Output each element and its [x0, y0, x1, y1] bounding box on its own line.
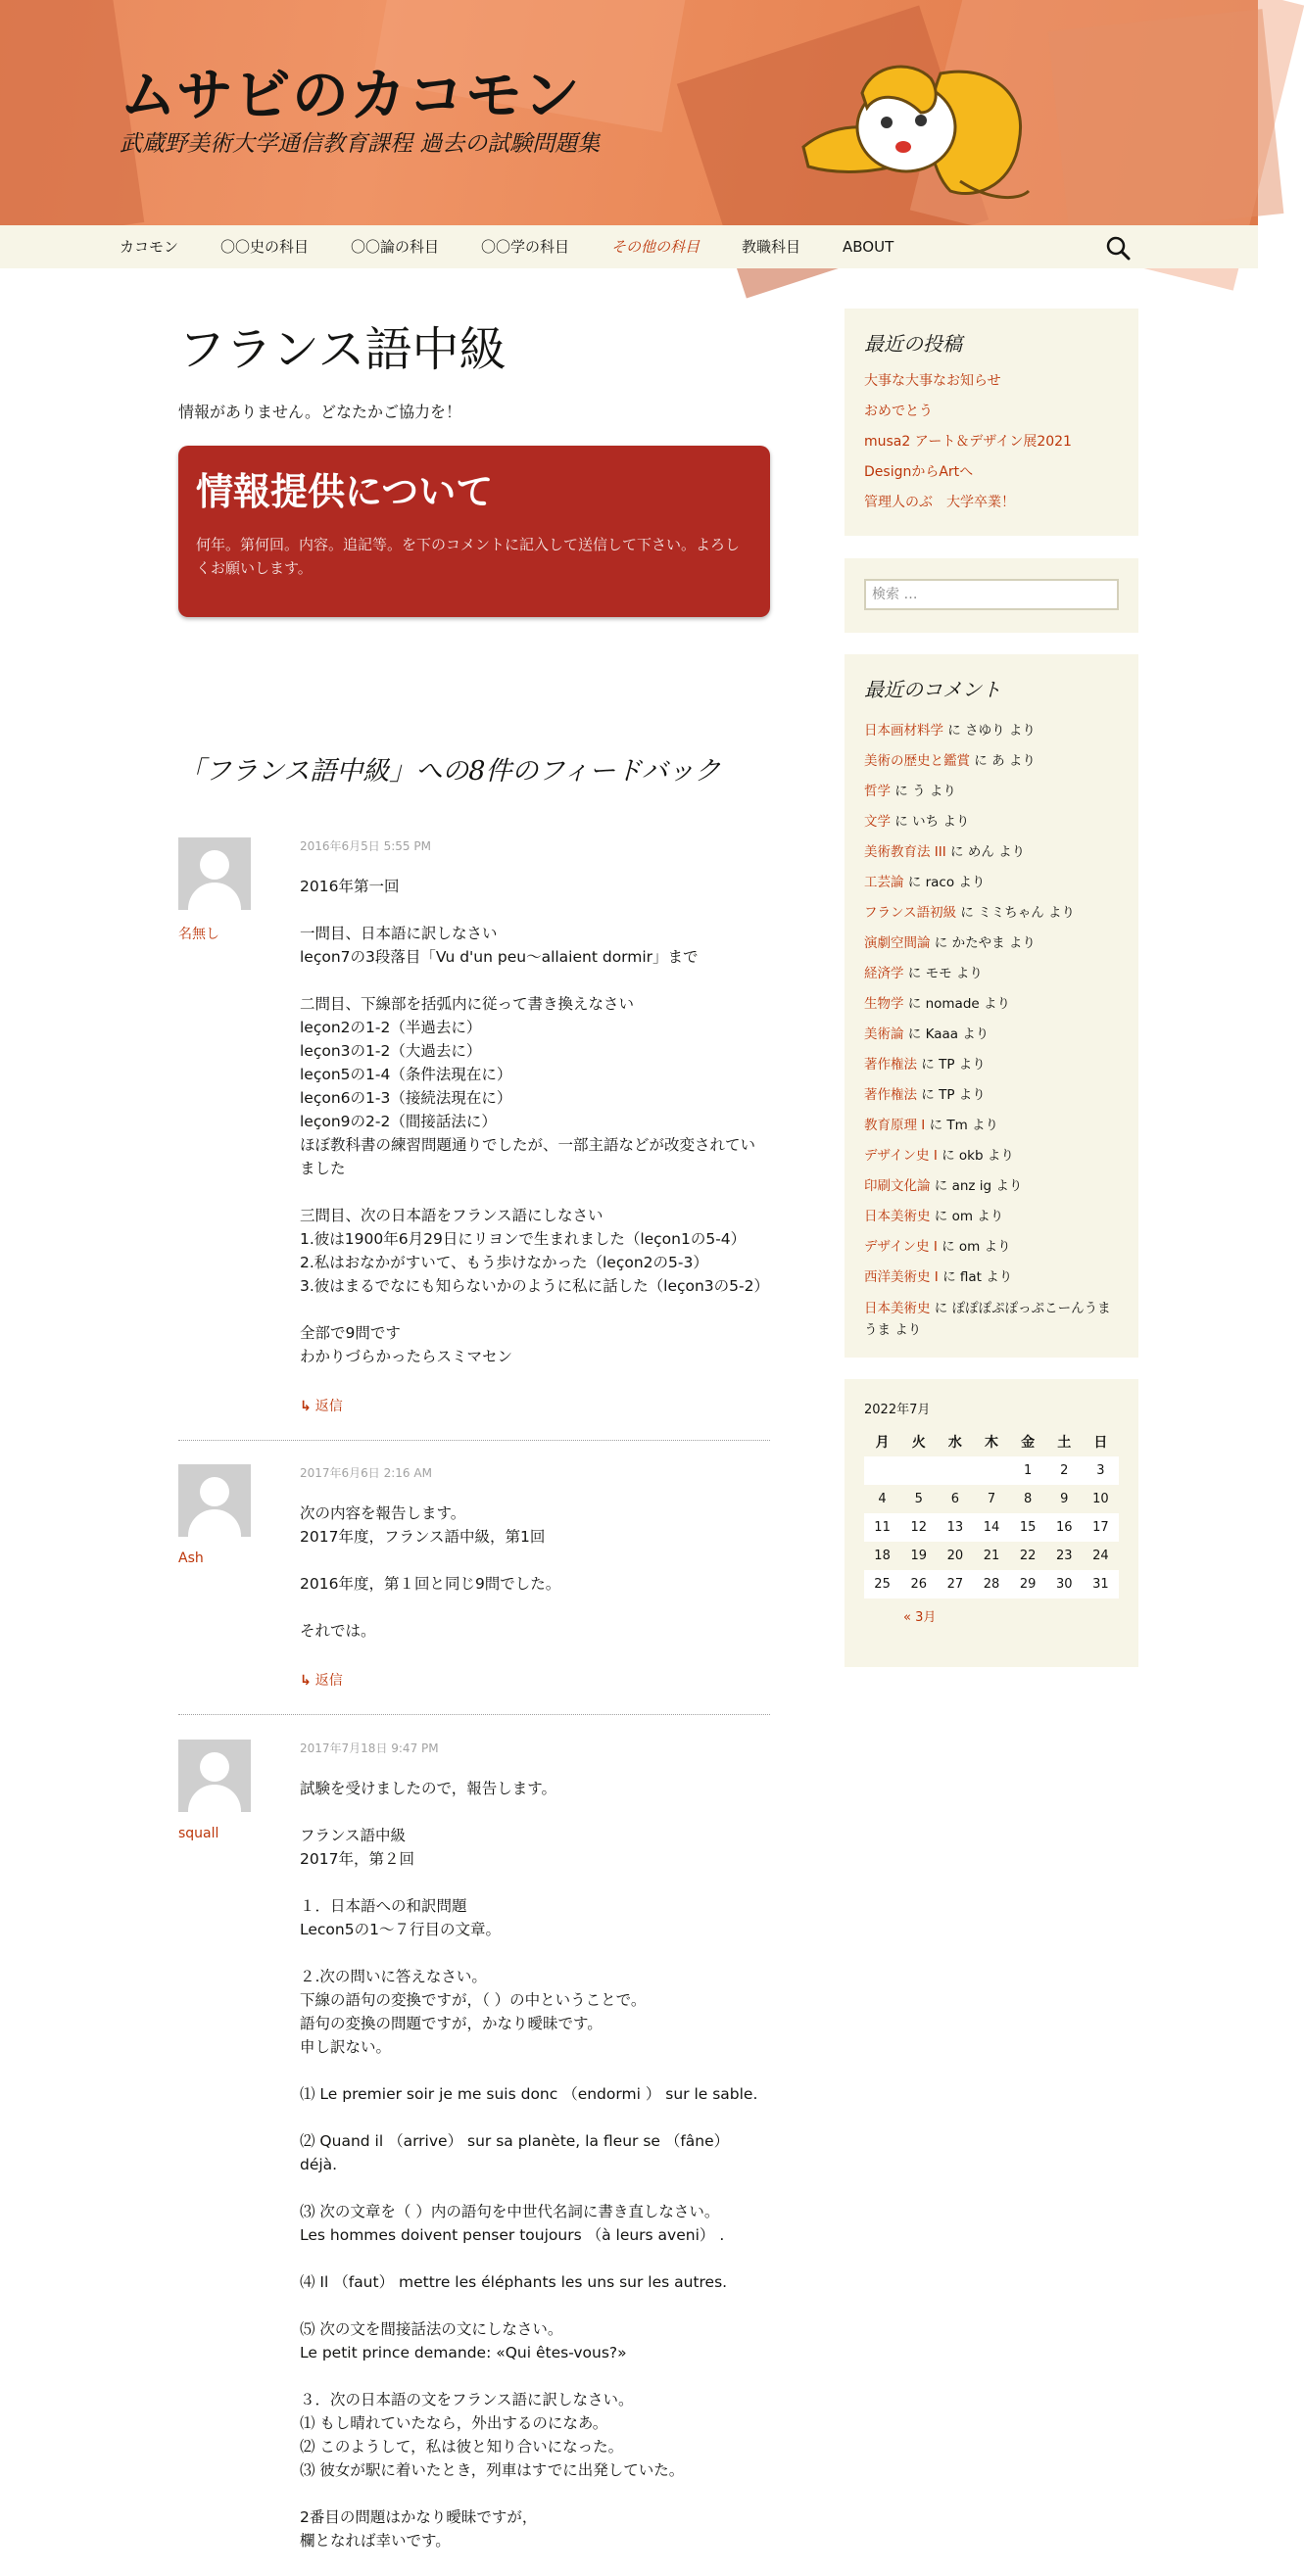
calendar-day: 10 [1092, 1492, 1109, 1506]
recent-comments-widget [845, 654, 1138, 1358]
recent-comment-author: に okb より [937, 1148, 1014, 1164]
comment-paragraph: 次の内容を報告します。 2017年度，フランス語中級，第1回 [300, 1504, 546, 1546]
comment-date[interactable]: 2017年7月18日 9:47 PM [300, 1741, 439, 1755]
recent-post-link[interactable]: 大事な大事なお知らせ [864, 373, 1001, 389]
reply-label: 返信 [314, 1399, 343, 1414]
comment-paragraph: 2016年第一回 [300, 878, 400, 895]
calendar-day: 27 [937, 1570, 973, 1598]
recent-comment-post-link[interactable]: 著作権法 [864, 1087, 917, 1103]
recent-comment-author: に う より [891, 784, 956, 799]
calendar-weekday: 木 [984, 1435, 998, 1451]
recent-comment-post-link[interactable]: 日本画材料学 [864, 723, 943, 739]
recent-comment-post-link[interactable]: 著作権法 [864, 1057, 917, 1073]
recent-comment-author: に かたやま より [930, 935, 1036, 951]
recent-comment-post-link[interactable]: フランス語初級 [864, 905, 957, 921]
calendar-caption: 2022年7月 [864, 1403, 931, 1417]
comment-paragraph: ⑶ 次の文章を（ ）内の語句を中世代名詞に書き直しなさい。 Les hommes doivent penser toujours （à leurs aveni） . [300, 2203, 725, 2244]
calendar-day: 25 [864, 1570, 900, 1598]
nav-item-theory-subjects[interactable]: 〇〇論の科目 [351, 238, 440, 256]
recent-comment-item [864, 1171, 1119, 1202]
recent-comment-post-link[interactable]: 美術教育法 III [864, 844, 946, 860]
avatar [178, 1740, 251, 1812]
recent-comment-author: に めん より [945, 844, 1026, 860]
recent-comment-item [864, 1020, 1119, 1050]
comment-paragraph: 二問目、下線部を括弧内に従って書き換えなさい leçon2の1-2（半過去に） leçon3の1-2（大過去に） leçon5の1-4（条件法現在に） leçon6の1-3（接続法現在に） leçon9の2-2（間接話法に） ほぼ教科書の練習問題通りでしたが、一部主語などが改変されていました [300, 995, 756, 1177]
nav-item-history-subjects[interactable]: 〇〇史の科目 [220, 238, 310, 256]
site-title-link[interactable]: ムサビのカコモン [120, 62, 581, 128]
site-header [0, 0, 1258, 225]
recent-comment-item [864, 1080, 1119, 1111]
comment-paragraph: ⑵ Quand il （arrive） sur sa planète, la fleur se （fâne） déjà. [300, 2132, 730, 2173]
avatar [178, 1464, 251, 1537]
recent-comment-post-link[interactable]: 文学 [864, 814, 891, 830]
comment-date[interactable]: 2017年6月6日 2:16 AM [300, 1466, 432, 1480]
comment-paragraph: 2番目の問題はかなり曖昧ですが， 欄となれば幸いです。 [300, 2508, 538, 2550]
recent-comment-post-link[interactable]: 美術論 [864, 1026, 904, 1042]
calendar-day [937, 1456, 973, 1485]
recent-comment-author: に raco より [903, 875, 986, 890]
recent-posts-widget [845, 309, 1138, 536]
comment-body [300, 875, 770, 1392]
calendar-day: 6 [950, 1492, 959, 1506]
recent-comment-author: に Kaaa より [903, 1026, 990, 1042]
comment-paragraph: ⑷ Il （faut） mettre les éléphants les uns sur les autres. [300, 2273, 728, 2291]
comment-paragraph: １．日本語への和訳問題 Lecon5の1〜７行目の文章。 [300, 1897, 501, 1938]
calendar-table [864, 1427, 1119, 1598]
calendar-day [900, 1456, 937, 1485]
calendar-weekday: 土 [1057, 1435, 1072, 1451]
recent-comment-post-link[interactable]: デザイン史 I [864, 1148, 938, 1164]
calendar-day: 17 [1083, 1513, 1119, 1542]
recent-comment-item [864, 1141, 1119, 1171]
recent-comment-item [864, 1202, 1119, 1232]
comment-separator [178, 1714, 770, 1715]
calendar-day: 26 [900, 1570, 937, 1598]
recent-comment-author: に モモ より [903, 966, 983, 981]
recent-comment-item [864, 1263, 1119, 1293]
recent-comment-item [864, 959, 1119, 989]
recent-comment-post-link[interactable]: 演劇空間論 [864, 935, 931, 951]
recent-comment-author: に TP より [917, 1057, 986, 1073]
recent-comment-post-link[interactable]: 美術の歴史と鑑賞 [864, 753, 970, 769]
recent-comment-post-link[interactable]: 経済学 [864, 966, 904, 981]
recent-comment-author: に あ より [970, 753, 1036, 769]
calendar-day: 22 [1019, 1549, 1037, 1563]
comment-paragraph: ２.次の問いに答えなさい。 下線の語句の変換ですが，（ ）の中ということで。 語句の変換の問題ですが，かなり曖昧です。 申し訳ない。 [300, 1968, 647, 2056]
recent-comment-author: に いち より [891, 814, 970, 830]
comment-paragraph: 試験を受けましたので，報告します。 [300, 1780, 556, 1797]
calendar-day: 14 [973, 1513, 1009, 1542]
recent-comment-author: に anz ig より [930, 1178, 1023, 1194]
widget-title: 最近の投稿 [864, 332, 962, 356]
calendar-day: 24 [1092, 1549, 1109, 1563]
recent-post-link[interactable]: おめでとう [864, 404, 933, 419]
search-widget [845, 558, 1138, 633]
page-title: フランス語中級 [178, 322, 507, 377]
calendar-day: 19 [910, 1549, 927, 1563]
calendar-day: 20 [946, 1549, 964, 1563]
calendar-day: 21 [983, 1549, 1000, 1563]
calendar-day: 5 [914, 1492, 923, 1506]
comment-body [300, 1502, 770, 1666]
recent-comment-item [864, 1111, 1119, 1141]
header-background-shape [1048, 9, 1284, 236]
info-box [178, 446, 770, 617]
site-description: 武蔵野美術大学通信教育課程 過去の試験問題集 [120, 131, 601, 157]
reply-arrow-icon: ↳ [300, 1673, 312, 1689]
reply-button[interactable] [300, 1396, 343, 1415]
recent-comment-item [864, 929, 1119, 959]
comment-author[interactable]: Ash [178, 1550, 204, 1566]
comment-author[interactable]: 名無し [178, 927, 219, 942]
search-input[interactable] [864, 579, 1119, 610]
calendar-day: 18 [874, 1549, 891, 1563]
post-text: 情報がありません。どなたかご協力を！ [178, 403, 461, 421]
calendar-day: 1 [1010, 1456, 1046, 1485]
recent-post-link[interactable]: musa2 アート＆デザイン展2021 [864, 434, 1072, 450]
calendar-day: 13 [937, 1513, 973, 1542]
calendar-day [973, 1456, 1009, 1485]
info-box-text: 何年。第何回。内容。追記等。を下のコメントに記入して送信して下さい。よろしくお願いします。 [196, 536, 741, 577]
recent-comment-item [864, 1232, 1119, 1263]
mascot-icon [794, 54, 1038, 211]
nav-item-about[interactable]: ABOUT [843, 238, 894, 256]
recent-comment-author: に flat より [938, 1269, 1013, 1285]
recent-comment-item [864, 1050, 1119, 1080]
calendar-widget [845, 1379, 1138, 1667]
avatar [178, 837, 251, 910]
recent-comment-author: に om より [937, 1239, 1011, 1255]
comment-paragraph: フランス語中級 2017年，第２回 [300, 1827, 414, 1868]
recent-comment-post-link[interactable]: 工芸論 [864, 875, 904, 890]
calendar-day: 8 [1023, 1492, 1033, 1506]
calendar-day [864, 1456, 900, 1485]
calendar-day: 31 [1083, 1570, 1119, 1598]
calendar-day: 12 [900, 1513, 937, 1542]
comment-paragraph: ⑴ Le premier soir je me suis donc （endormi ） sur le sable. [300, 2085, 758, 2103]
recent-comment-item [864, 716, 1119, 746]
calendar-weekday: 日 [1093, 1435, 1108, 1451]
recent-comment-item [864, 989, 1119, 1020]
nav-item-studies-subjects[interactable]: 〇〇学の科目 [481, 238, 570, 256]
calendar-day: 15 [1010, 1513, 1046, 1542]
comment-date[interactable]: 2016年6月5日 5:55 PM [300, 839, 431, 853]
comment-paragraph: 三問目、次の日本語をフランス語にしなさい 1.彼は1900年6月29日にリヨンで生まれました（leçon1の5-4） 2.私はおなかがすいて、もう歩けなかった（leçon2の5-3） 3.彼はまるでなにも知らないかのように私に話した（leçon3の5-2） [300, 1207, 769, 1295]
recent-comment-post-link[interactable]: デザイン史 I [864, 1239, 938, 1255]
recent-comment-post-link[interactable]: 西洋美術史 I [864, 1269, 939, 1285]
comment-paragraph: ３．次の日本語の文をフランス語に訳しなさい。 ⑴ もし晴れていたなら，外出するのになあ。 ⑵ このようして，私は彼と知り合いになった。 ⑶ 彼女が駅に着いたとき，列車はすでに出発していた。 [300, 2391, 685, 2479]
comment-body [300, 1777, 770, 2576]
calendar-day: 11 [864, 1513, 900, 1542]
calendar-weekday: 水 [947, 1435, 962, 1451]
recent-comment-item [864, 1293, 1119, 1341]
comment-paragraph: それでは。 [300, 1622, 376, 1640]
comments-title: 「フランス語中級」への8件のフィードバック [178, 756, 721, 787]
recent-comment-item [864, 868, 1119, 898]
comment-paragraph: ⑸ 次の文を間接話法の文にしなさい。 Le petit prince demande: «Qui êtes-vous?» [300, 2320, 627, 2361]
calendar-day: 7 [987, 1492, 996, 1506]
calendar-day: 4 [878, 1492, 887, 1506]
recent-comment-item [864, 746, 1119, 777]
main-navigation [0, 225, 1258, 268]
recent-comment-post-link[interactable]: 日本美術史 [864, 1209, 931, 1224]
recent-comment-author: に nomade より [903, 996, 1010, 1012]
recent-post-link[interactable]: DesignからArtへ [864, 464, 974, 480]
nav-item-other-subjects[interactable]: その他の科目 [611, 238, 700, 256]
widget-title: 最近のコメント [864, 678, 1001, 701]
recent-comment-post-link[interactable]: 哲学 [864, 784, 891, 799]
recent-comment-author: に さゆり より [943, 723, 1036, 739]
calendar-day: 16 [1046, 1513, 1083, 1542]
nav-item-teaching-subjects[interactable]: 教職科目 [742, 238, 801, 256]
reply-arrow-icon: ↳ [300, 1399, 312, 1414]
recent-comment-post-link[interactable]: 日本美術史 [864, 1301, 931, 1316]
recent-comment-item [864, 837, 1119, 868]
calendar-day: 2 [1046, 1456, 1083, 1485]
reply-label: 返信 [314, 1673, 343, 1689]
info-box-title: 情報提供について [196, 470, 494, 513]
calendar-weekday: 月 [875, 1435, 890, 1451]
recent-comments-list [864, 716, 1119, 1341]
recent-comment-post-link[interactable]: 印刷文化論 [864, 1178, 931, 1194]
comment-paragraph: 2016年度，第１回と同じ9問でした。 [300, 1575, 561, 1593]
reply-button[interactable] [300, 1670, 343, 1690]
calendar-day: 23 [1056, 1549, 1073, 1563]
calendar-day: 3 [1083, 1456, 1119, 1485]
recent-comment-author: に ぽぽぽぷぽっぷこーんうまうま より [864, 1301, 1111, 1338]
nav-item-kakomon[interactable]: カコモン [120, 238, 179, 256]
calendar-weekday: 金 [1021, 1435, 1036, 1451]
calendar-day: 9 [1060, 1492, 1069, 1506]
calendar-prev-link[interactable]: « 3月 [903, 1610, 937, 1625]
calendar-day: 30 [1046, 1570, 1083, 1598]
recent-comment-post-link[interactable]: 生物学 [864, 996, 904, 1012]
recent-comment-post-link[interactable]: 教育原理 I [864, 1118, 926, 1133]
recent-comment-item [864, 777, 1119, 807]
recent-comment-author: に TP より [917, 1087, 986, 1103]
comment-paragraph: 一問目、日本語に訳しなさい leçon7の3段落目「Vu d'un peu〜allaient dormir」まで [300, 925, 699, 966]
recent-comment-author: に ミミちゃん より [956, 905, 1075, 921]
comment-paragraph: 全部で9問です わかりづらかったらスミマセン [300, 1324, 513, 1365]
recent-comment-item [864, 898, 1119, 929]
recent-comment-author: に om より [930, 1209, 1004, 1224]
calendar-weekday: 火 [911, 1435, 926, 1451]
calendar-day: 28 [973, 1570, 1009, 1598]
comment-separator [178, 1440, 770, 1441]
calendar-day: 29 [1010, 1570, 1046, 1598]
comment-author[interactable]: squall [178, 1826, 219, 1841]
recent-post-link[interactable]: 管理人のぶ 大学卒業！ [864, 495, 1015, 510]
recent-comment-item [864, 807, 1119, 837]
search-icon[interactable] [1105, 235, 1131, 261]
recent-comment-author: に Tm より [925, 1118, 999, 1133]
